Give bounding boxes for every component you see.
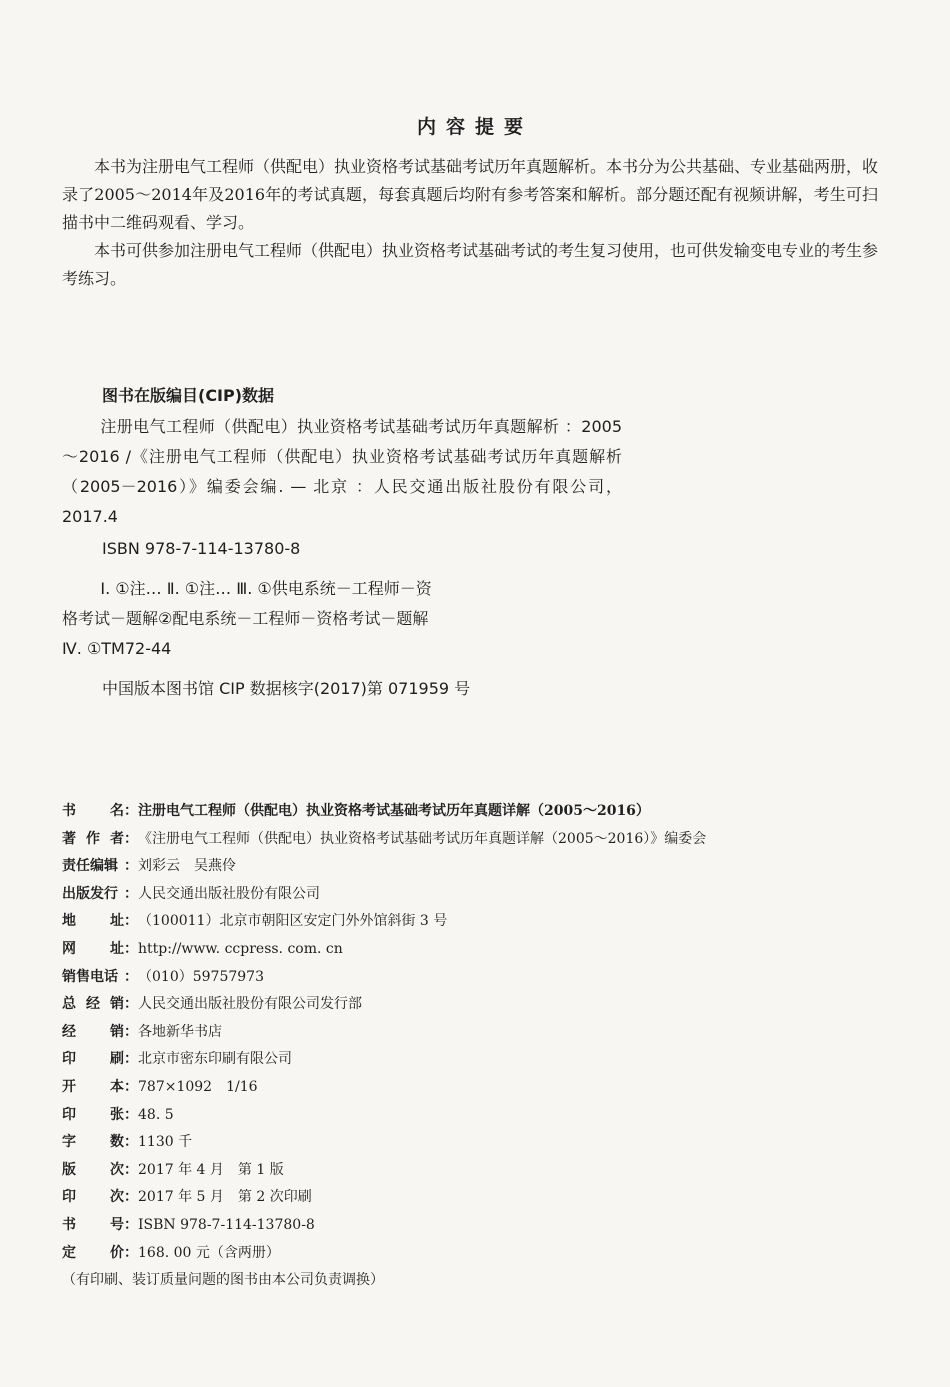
publication-info-value: 48. 5 [138, 1106, 174, 1123]
label-colon: ： [124, 1216, 138, 1233]
publication-info-label [62, 1074, 124, 1102]
label-char: 书 [62, 803, 76, 819]
publication-info-row [62, 936, 902, 964]
label-char: 网 [62, 940, 76, 957]
label-colon: ： [124, 885, 138, 902]
publication-info-value: 注册电气工程师（供配电）执业资格考试基础考试历年真题详解（2005～2016） [138, 803, 650, 819]
publication-info-row [62, 798, 902, 826]
publication-info-label [62, 1019, 124, 1047]
label-char: 次 [110, 1161, 124, 1178]
publication-info-row [62, 853, 902, 881]
label-colon: ： [124, 996, 138, 1013]
publication-info-value: 1130 千 [138, 1134, 193, 1151]
publication-info-label [62, 853, 124, 881]
label-char: 版 [62, 1161, 76, 1178]
label-colon: ： [124, 1078, 138, 1095]
publication-info-value: 2017 年 4 月 第 1 版 [138, 1161, 284, 1178]
cip-heading: 图书在版编目(CIP)数据 [102, 386, 275, 405]
label-colon: ： [124, 940, 138, 957]
label-colon: ： [124, 803, 138, 819]
publication-info-row [62, 881, 902, 909]
label-char: 经 [62, 1023, 76, 1040]
publication-info-row [62, 991, 902, 1019]
label-char: 销售电话 [62, 968, 118, 985]
publication-info-label [62, 1212, 124, 1240]
cip-description: 注册电气工程师（供配电）执业资格考试基础考试历年真题解析 ：2005～2016 /《注册电气工程师（供配电）执业资格考试基础考试历年真题解析（2005－2016）》编委会编. — 北京 ：人民交通出版社股份有限公司，2017.4 [62, 417, 622, 526]
label-char: 刷 [110, 1051, 124, 1068]
publication-info-label [62, 1102, 124, 1130]
label-char: 印 [62, 1051, 76, 1068]
cip-classification-line: 格考试－题解②配电系统－工程师－资格考试－题解 [62, 609, 429, 628]
publication-info-label [62, 881, 124, 909]
label-char: 字 [62, 1134, 76, 1151]
publication-info-value: 各地新华书店 [138, 1023, 222, 1040]
publication-info-rows [62, 798, 902, 1267]
label-colon: ： [124, 1161, 138, 1178]
summary-title: 内容提要 [416, 116, 533, 138]
label-char: 印 [62, 1106, 76, 1123]
label-char: 销 [110, 996, 124, 1013]
publication-info-row [62, 1102, 902, 1130]
cip-isbn: ISBN 978-7-114-13780-8 [102, 539, 301, 558]
label-colon: ： [124, 1244, 138, 1261]
publication-info-value: http://www. ccpress. com. cn [138, 940, 343, 957]
label-char: 价 [110, 1244, 124, 1261]
label-char: 号 [110, 1216, 124, 1233]
publication-info-row [62, 1157, 902, 1185]
publication-info-row [62, 1240, 902, 1268]
label-char: 印 [62, 1189, 76, 1206]
label-colon: ： [124, 858, 138, 875]
publication-info-label [62, 991, 124, 1019]
label-colon: ： [124, 1051, 138, 1068]
label-char: 作 [86, 830, 100, 847]
publication-info-label [62, 1046, 124, 1074]
publication-info-label [62, 1184, 124, 1212]
label-colon: ： [124, 830, 138, 847]
publication-info-row [62, 1129, 902, 1157]
publication-info-label [62, 936, 124, 964]
publication-info-row [62, 826, 902, 854]
label-colon: ： [124, 968, 138, 985]
publication-info-row [62, 1184, 902, 1212]
label-char: 张 [110, 1106, 124, 1123]
label-char: 责任编辑 [62, 858, 118, 875]
cip-classification-line: Ⅰ. ①注… Ⅱ. ①注… Ⅲ. ①供电系统－工程师－资 [100, 579, 432, 598]
label-char: 址 [110, 913, 124, 930]
publication-info-value: 人民交通出版社股份有限公司 [138, 885, 320, 902]
label-char: 总 [62, 996, 76, 1013]
label-char: 书 [62, 1216, 76, 1233]
cip-classification-line: Ⅳ. ①TM72-44 [62, 639, 172, 658]
publication-info-label [62, 826, 124, 854]
summary-paragraph: 本书为注册电气工程师（供配电）执业资格考试基础考试历年真题解析。本书分为公共基础、专业基础两册，收录了2005～2014年及2016年的考试真题，每套真题后均附有参考答案和解析。部分题还配有视频讲解，考生可扫描书中二维码观看、学习。 [62, 157, 879, 232]
publication-info-label [62, 964, 124, 992]
publication-info-label [62, 798, 124, 826]
label-char: 名 [110, 803, 124, 819]
label-colon: ： [124, 1189, 138, 1206]
publication-info-row [62, 964, 902, 992]
label-char: 本 [110, 1078, 124, 1095]
cip-block [62, 384, 622, 704]
publication-info-row [62, 1019, 902, 1047]
label-colon: ： [124, 1106, 138, 1123]
publication-info-row [62, 1046, 902, 1074]
publication-info-label [62, 1240, 124, 1268]
label-char: 开 [62, 1078, 76, 1095]
publication-info-value: 2017 年 5 月 第 2 次印刷 [138, 1189, 312, 1206]
publication-info-value: 刘彩云 吴燕伶 [138, 858, 236, 875]
publication-info-value: 787×1092 1/16 [138, 1078, 258, 1095]
publication-info-label [62, 908, 124, 936]
publication-info-row [62, 908, 902, 936]
publication-info-row [62, 1074, 902, 1102]
publication-info-value: （010）59757973 [138, 968, 264, 985]
publication-info-value: 人民交通出版社股份有限公司发行部 [138, 996, 362, 1013]
publication-info-value: 《注册电气工程师（供配电）执业资格考试基础考试历年真题详解（2005～2016）》编委会 [138, 830, 707, 847]
label-char: 地 [62, 913, 76, 930]
label-char: 址 [110, 940, 124, 957]
cip-number: 中国版本图书馆 CIP 数据核字(2017)第 071959 号 [102, 679, 471, 698]
label-colon: ： [124, 1134, 138, 1151]
label-char: 定 [62, 1244, 76, 1261]
label-colon: ： [124, 913, 138, 930]
label-char: 销 [110, 1023, 124, 1040]
label-char: 出版发行 [62, 885, 118, 902]
publication-info-label [62, 1157, 124, 1185]
quality-notice: （有印刷、装订质量问题的图书由本公司负责调换） [62, 1272, 384, 1289]
publication-info [62, 798, 902, 1295]
label-char: 者 [110, 830, 124, 847]
publication-info-value: ISBN 978-7-114-13780-8 [138, 1216, 315, 1233]
cip-classification [62, 574, 622, 664]
label-colon: ： [124, 1023, 138, 1040]
publication-info-value: 168. 00 元（含两册） [138, 1244, 280, 1261]
label-char: 经 [86, 996, 100, 1013]
label-char: 次 [110, 1189, 124, 1206]
publication-info-row [62, 1212, 902, 1240]
summary-paragraph: 本书可供参加注册电气工程师（供配电）执业资格考试基础考试的考生复习使用，也可供发输变电专业的考生参考练习。 [62, 241, 879, 288]
label-char: 数 [110, 1134, 124, 1151]
label-char: 著 [62, 830, 76, 847]
publication-info-value: 北京市密东印刷有限公司 [138, 1051, 292, 1068]
summary-body [62, 153, 878, 293]
bleed-through-decoration [100, 340, 115, 384]
publication-info-label [62, 1129, 124, 1157]
publication-info-value: （100011）北京市朝阳区安定门外外馆斜街 3 号 [138, 913, 448, 930]
